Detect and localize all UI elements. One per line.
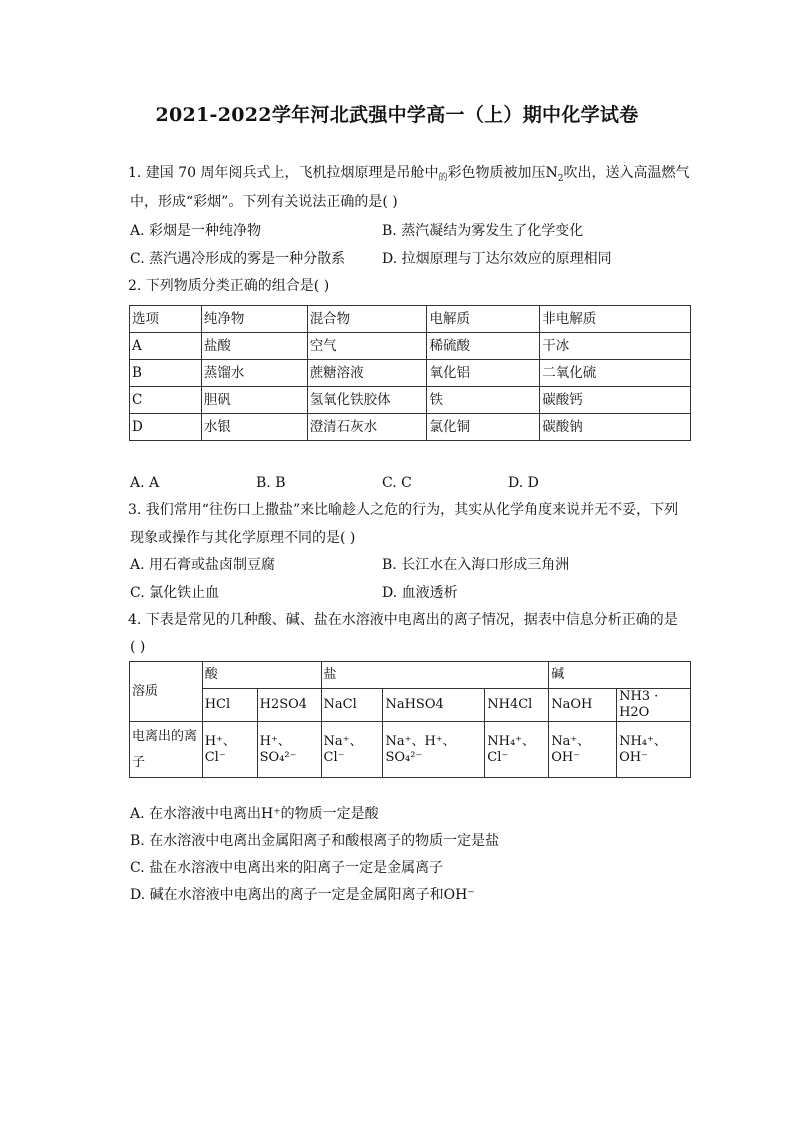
table-cell: H⁺、 SO₄²⁻ (257, 722, 321, 778)
table-cell: C (130, 387, 202, 414)
q1-option-d: D. 拉烟原理与丁达尔效应的原理相同 (382, 251, 612, 267)
table-subheader-cell: H2SO4 (257, 689, 321, 722)
q1-stem-part: 彩色物质被加压N (447, 165, 558, 181)
q4-option-d: D. 碱在水溶液中电离出的离子一定是金属阳离子和OH⁻ (130, 887, 475, 903)
table-subheader-cell: NaOH (549, 689, 617, 722)
table-cell: Na⁺、OH⁻ (549, 722, 617, 778)
table-subheader-cell: NaCl (321, 689, 383, 722)
table-subheader-cell: NH4Cl (485, 689, 549, 722)
base-header-cell: 碱 (549, 662, 691, 689)
q3-option-b: B. 长江水在入海口形成三角洲 (382, 557, 570, 573)
q2-option-c: C. C (382, 475, 412, 491)
table-cell: 空气 (307, 333, 427, 360)
q2-option-d: D. D (508, 475, 539, 491)
q4-option-b: B. 在水溶液中电离出金属阳离子和酸根离子的物质一定是盐 (130, 833, 500, 849)
ion-label-cell (130, 722, 203, 778)
table-row (130, 387, 691, 414)
table-row (130, 414, 691, 441)
q1-stem-part: 吹出，送入高温燃气 (563, 165, 690, 181)
table-header-cell: 非电解质 (540, 306, 691, 333)
table-cell: D (130, 414, 202, 441)
q1-option-a: A. 彩烟是一种纯净物 (130, 223, 262, 239)
table-cell: 蒸馏水 (201, 360, 307, 387)
table-cell: 氢氧化铁胶体 (307, 387, 427, 414)
table-header-cell: 纯净物 (201, 306, 307, 333)
q4-ion-table (129, 661, 691, 778)
acid-header-cell: 酸 (202, 662, 321, 689)
q2-classification-table (129, 305, 691, 441)
table-cell: 澄清石灰水 (307, 414, 427, 441)
table-cell: 氧化铝 (427, 360, 540, 387)
table-header-row (130, 662, 691, 689)
q3-stem-line2: 现象或操作与其化学原理不同的是( ) (130, 530, 356, 546)
ion-label-line: 电离出的离 (132, 728, 198, 744)
q4-option-c: C. 盐在水溶液中电离出来的阳离子一定是金属离子 (130, 860, 444, 876)
table-cell: 胆矾 (201, 387, 307, 414)
table-row (130, 722, 691, 778)
table-cell: NH₄⁺、OH⁻ (617, 722, 691, 778)
table-cell: 干冰 (540, 333, 691, 360)
table-cell: 稀硫酸 (427, 333, 540, 360)
table-cell: Na⁺、H⁺、 SO₄²⁻ (383, 722, 485, 778)
q4-stem-line2: ( ) (130, 639, 146, 655)
table-cell: Na⁺、Cl⁻ (321, 722, 383, 778)
q4-option-a: A. 在水溶液中电离出H⁺的物质一定是酸 (130, 806, 379, 822)
table-cell: 盐酸 (201, 333, 307, 360)
table-header-cell: 选项 (130, 306, 202, 333)
q4-stem-line1: 4. 下表是常见的几种酸、碱、盐在水溶液中电离出的离子情况，据表中信息分析正确的是 (128, 612, 678, 628)
table-subheader-cell: NaHSO4 (383, 689, 485, 722)
table-cell: NH₄⁺、Cl⁻ (485, 722, 549, 778)
table-cell: 碳酸钠 (540, 414, 691, 441)
table-cell: 水银 (201, 414, 307, 441)
q3-option-c: C. 氯化铁止血 (130, 585, 220, 601)
table-subheader-cell: NH3 · H2O (617, 689, 691, 722)
table-header-cell: 混合物 (307, 306, 427, 333)
q3-option-d: D. 血液透析 (382, 585, 458, 601)
q1-stem-sub2: 2 (557, 173, 564, 184)
table-subheader-row (130, 689, 691, 722)
q1-stem-part: 1. 建国 70 周年阅兵式上，飞机拉烟原理是吊舱中 (128, 165, 439, 181)
q3-option-a: A. 用石膏或盐卤制豆腐 (130, 557, 276, 573)
q1-option-c: C. 蒸汽遇冷形成的雾是一种分散系 (130, 251, 346, 267)
q2-option-b: B. B (256, 475, 286, 491)
solute-label-cell: 溶质 (130, 662, 203, 722)
table-row (130, 360, 691, 387)
table-cell: 碳酸钙 (540, 387, 691, 414)
table-cell: 蔗糖溶液 (307, 360, 427, 387)
q1-stem-line1 (128, 164, 690, 188)
table-cell: A (130, 333, 202, 360)
table-row (130, 333, 691, 360)
q2-option-a: A. A (130, 475, 160, 491)
salt-header-cell: 盐 (321, 662, 549, 689)
table-cell: 铁 (427, 387, 540, 414)
table-cell: B (130, 360, 202, 387)
page-title: 2021-2022学年河北武强中学高一（上）期中化学试卷 (155, 104, 639, 126)
table-header-row (130, 306, 691, 333)
q1-stem-sub: 的 (438, 173, 448, 183)
q3-stem-line1: 3. 我们常用“往伤口上撒盐”来比喻趁人之危的行为，其实从化学角度来说并无不妥，下列 (128, 502, 679, 518)
q2-stem: 2. 下列物质分类正确的组合是( ) (128, 278, 330, 294)
table-cell: 二氧化硫 (540, 360, 691, 387)
q1-stem-line2: 中，形成“彩烟”。下列有关说法正确的是( ) (130, 194, 398, 210)
q1-option-b: B. 蒸汽凝结为雾发生了化学变化 (382, 223, 584, 239)
ion-label-line: 子 (132, 754, 146, 770)
table-header-cell: 电解质 (427, 306, 540, 333)
table-subheader-cell: HCl (202, 689, 257, 722)
table-cell: H⁺、Cl⁻ (202, 722, 257, 778)
table-cell: 氯化铜 (427, 414, 540, 441)
